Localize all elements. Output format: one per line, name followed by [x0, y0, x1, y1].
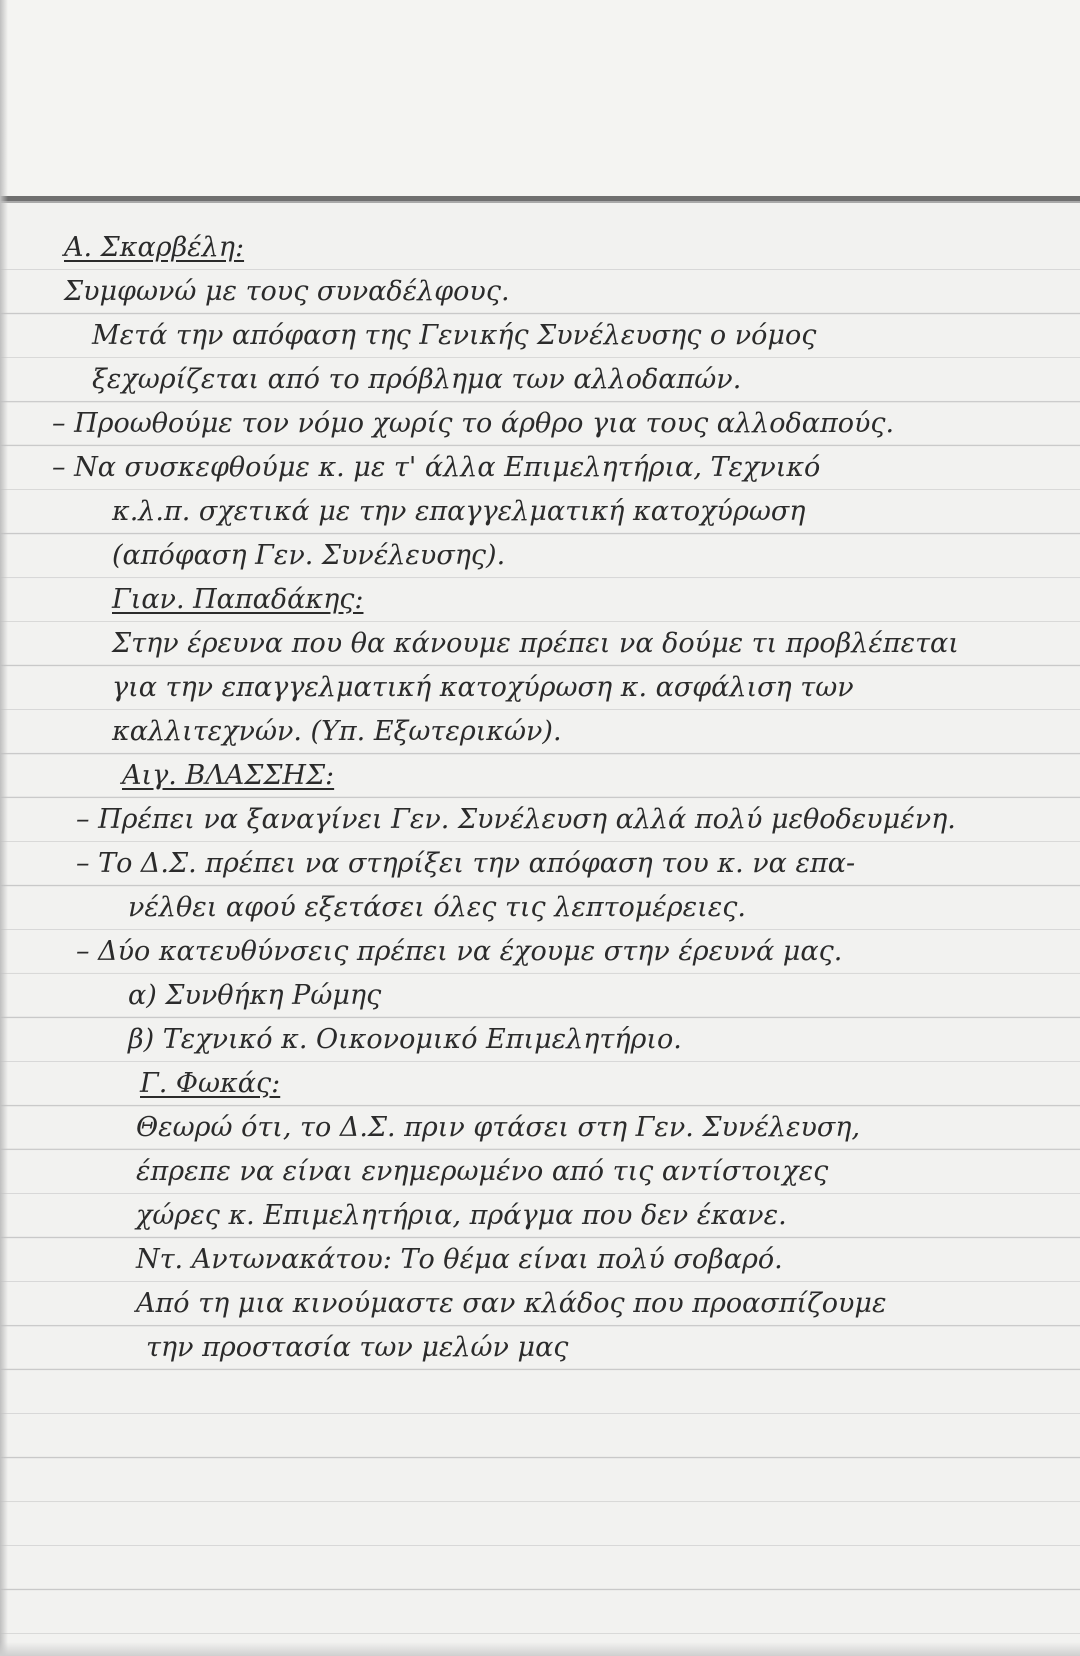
note-line: καλλιτεχνών. (Υπ. Εξωτερικών). [112, 716, 562, 747]
note-line: Από τη μια κινούμαστε σαν κλάδος που προασπίζουμε [136, 1288, 887, 1319]
note-line: (απόφαση Γεν. Συνέλευσης). [112, 540, 506, 571]
note-line: νέλθει αφού εξετάσει όλες τις λεπτομέρειες. [128, 892, 746, 923]
note-line: α) Συνθήκη Ρώμης [128, 980, 382, 1011]
note-line: την προστασία των μελών μας [146, 1332, 569, 1363]
note-line: Μετά την απόφαση της Γενικής Συνέλευσης ο νόμος [92, 320, 817, 351]
speaker-heading: Γιαν. Παπαδάκης: [112, 584, 364, 615]
note-line: – Πρέπει να ξαναγίνει Γεν. Συνέλευση αλλά πολύ μεθοδευμένη. [76, 804, 956, 835]
note-line: κ.λ.π. σχετικά με την επαγγελματική κατοχύρωση [112, 496, 806, 527]
speaker-heading: Γ. Φωκάς: [140, 1068, 281, 1099]
page-edge-shadow [0, 1642, 1080, 1656]
note-line: Ντ. Αντωνακάτου: Το θέμα είναι πολύ σοβαρό. [136, 1244, 783, 1275]
note-line: Στην έρευνα που θα κάνουμε πρέπει να δούμε τι προβλέπεται [112, 628, 959, 659]
note-line: για την επαγγελματική κατοχύρωση κ. ασφάλιση των [112, 672, 854, 703]
speaker-heading: Α. Σκαρβέλη: [64, 232, 245, 263]
note-line: – Το Δ.Σ. πρέπει να στηρίξει την απόφαση του κ. να επα- [76, 848, 856, 879]
header-rule [0, 196, 1080, 203]
note-line: – Να συσκεφθούμε κ. με τ' άλλα Επιμελητήρια, Τεχνικό [52, 452, 821, 483]
speaker-heading: Αιγ. ΒΛΑΣΣΗΣ: [122, 760, 335, 791]
note-line: – Προωθούμε τον νόμο χωρίς το άρθρο για τους αλλοδαπούς. [52, 408, 895, 439]
note-line: Θεωρώ ότι, το Δ.Σ. πριν φτάσει στη Γεν. Συνέλευση, [136, 1112, 861, 1143]
note-line: β) Τεχνικό κ. Οικονομικό Επιμελητήριο. [128, 1024, 682, 1055]
note-line: έπρεπε να είναι ενημερωμένο από τις αντίστοιχες [136, 1156, 829, 1187]
handwritten-notes [0, 226, 1080, 1370]
note-line: – Δύο κατευθύνσεις πρέπει να έχουμε στην έρευνά μας. [76, 936, 843, 967]
note-line: χώρες κ. Επιμελητήρια, πράγμα που δεν έκανε. [136, 1200, 787, 1231]
note-line: ξεχωρίζεται από το πρόβλημα των αλλοδαπών. [92, 364, 742, 395]
page-header-area [0, 0, 1080, 196]
note-line: Συμφωνώ με τους συναδέλφους. [64, 276, 510, 307]
